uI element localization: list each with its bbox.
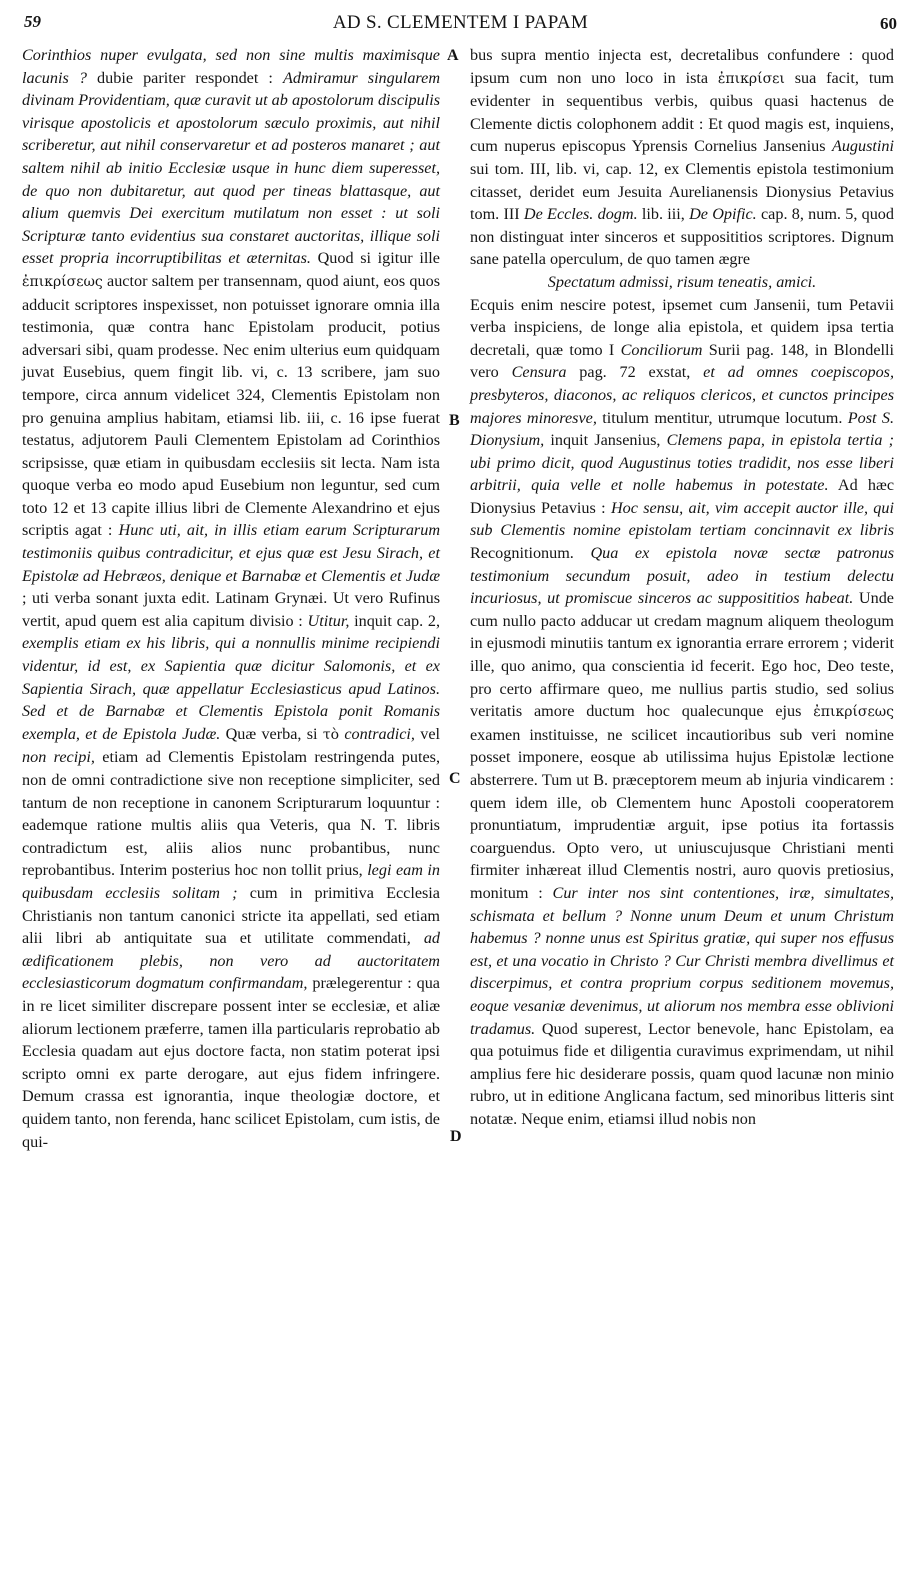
greek-word: ἐπικρίσεως [22,273,103,290]
text-italic: Hunc uti, ait, in illis etiam earum Scripturarum testimoniis quibus contradicitur, et ejus quæ est Jesu Sirach, et Epistolæ ad Hebræos, denique et Barnabæ et Clementis et Judæ [22,521,441,585]
text-italic: Clemens papa, in epistola tertia ; ubi primo dicit, quod Augustinus toties tradidit, nos esse liberi arbitrii, quia velle et nolle habemus in potestate. [470,431,894,495]
text-italic: Corinthios nuper evulgata, sed non sine multis maximisque lacunis ? [22,46,440,87]
margin-marker-a: A [447,47,459,64]
text-run: vel [414,724,441,743]
left-column [22,44,440,1564]
margin-marker-b: B [449,412,460,429]
text-italic: ad ædificationem plebis, non vero ad auctoritatem ecclesiasticorum dogmatum confirmandam, [22,929,440,993]
greek-word: τὸ [322,726,340,743]
text-run: examen instituisse, ne scilicet incautioribus sub veri nomine posset imponere, eosque ab utilissima hujus Epistolæ lectione absterrere. Tum ut B. præceptorem meum ab injuria vindicarem : quem idem ille, ob Clementem hunc Apostoli cooperatorem pronuntiatum, imprudentiæ arguit, ipse potius ita fortassis coarguendus. Opto vero, ut uniuscujusque Christiani menti firmiter inhæreat illud Clementis nostri, auro quovis pretiosius, monitum : [470,725,894,902]
text-run: sui tom. III, lib. vi, cap. 12, ex Clementis epistola testimonium citasset, deridet eum Jesuita Aurelianensis Dionysius Petavius tom. III [470,159,894,224]
text-run: bus supra mentio injecta est, decretalibus confundere : quod ipsum cum non uno loco in ista [470,46,894,87]
page-number-right: 60 [880,14,897,33]
text-run: dubie pariter respondet : [86,68,284,87]
margin-marker-c: C [449,770,461,787]
text-run: etiam ad Clementis Epistolam restringenda putes, non de omni contradictione sive non receptione simpliciter, sed tantum de non receptione in canonem Scripturarum loquuntur : eademque ratione multis aliis qua Veteris, qua N. T. libris contradictum est, aliis alios nunc probantibus, nunc reprobantibus. Interim posterius hoc non tollit prius, [22,748,440,880]
verse-quote: Spectatum admissi, risum teneatis, amici. [547,272,817,291]
text-run: Recognitionum. [470,544,591,563]
text-italic: non recipi, [22,748,95,767]
text-italic: Censura [511,363,567,382]
text-italic: Qua ex epistola novæ sectæ patronus testimonium secundum posuit, adeo in testium delectu incuriosus, ut promiscue sinceros ac supposititios habeat. [470,544,894,608]
text-italic: contradici, [339,724,415,743]
text-italic: De Eccles. dogm. [523,205,638,224]
text-run: lib. iii, [637,205,690,224]
text-italic: Augustini [831,137,894,156]
text-run: Ad hæc Dionysius Petavius : [470,476,894,517]
text-italic: et ad omnes coepiscopos, presbyteros, diaconos, ac reliquos clericos, et cunctos principes majores minoresve, [470,363,895,427]
text-italic: Post S. Dionysium, [470,408,894,450]
text-run: inquit cap. 2, [349,611,440,630]
greek-word: ἐπικρίσεως [813,704,894,721]
left-paragraph [22,44,440,1153]
page-header [24,8,897,38]
text-italic: Conciliorum [620,340,703,359]
text-run: auctor saltem per transennam, quod aiunt, eos quos adducit scriptores inspexisset, non potuisset ignorare omnia illa testimonia, quæ contra hanc Epistolam producit, potius adversari sibi, quam prodesse. Nec enim ulterius eum quidquam juvat Eusebius, quem fingit lib. vi, c. 13 scribere, jam suo tempore, circa annum videlicet 324, Clementis Epistolam non pro genuina amplius habitam, etiamsi lib. iii, c. 16 ipse fuerat testatus, adjutorem Pauli Clementem Epistolam ad Corinthios scripsisse, quæ etiam in quibusdam ecclesiis sit lecta. Nam ista quoque verba eo modo apud Eusebium non leguntur, sed cum toto 12 et 13 capite illius libri de Clemente Alexandrino et ejus scriptis agat : [22,271,440,540]
margin-marker-d: D [450,1128,462,1145]
page-number-left: 59 [24,12,41,31]
text-run: ; uti verba sonant juxta edit. Latinam Grynæi. Ut vero Rufinus vertit, apud quem est alia capitum divisio : [22,589,440,630]
text-run: Quod superest, Lector benevole, hanc Epistolam, ea qua potuimus fide et diligentia curavimus exprimendam, ut nihil amplius fere hic desiderare possis, quam quod lacunæ non minio rubro, ut in editione Anglicana factum, sed minoribus litteris sint notatæ. Neque enim, etiamsi illud nobis non [470,1019,894,1128]
running-title: AD S. CLEMENTEM I PAPAM [332,12,589,33]
text-run: Unde cum nullo pacto adducar ut credam magnum aliquem theologum in ejusmodi minutiis tantum ex ignorantia errare errorem ; viderit ille, quo animo, qua conscientia id fecerit. Ego hoc, Deo teste, pro certo affirmare queo, me nullius partis studio, sed solius veritatis amore ductum hoc qualecunque ejus [470,589,894,721]
text-run: Quod si igitur ille [310,249,440,268]
text-italic: Utitur, [307,611,350,630]
text-italic: Hoc sensu, ait, vim accepit auctor ille, qui sub Clementis nomine epistolam tertiam concinnavit ex libris [470,498,894,540]
text-run: pag. 72 exstat, [566,363,704,382]
text-italic: exemplis etiam ex his libris, qui a nonnullis minime recipiendi videntur, id est, ex Sapientia quæ dicitur Salomonis, et ex Sapientia Sirach, quæ appellatur Ecclesiasticus apud Latinos. Sed et de Barnabæ et Clementis Epistola ponit Romanis exempla, et de Epistola Judæ. [22,634,440,743]
text-run: Ecquis enim nescire potest, ipsemet cum Jansenii, tum Petavii verba inspiciens, de longe alia epistola, et quidem ipsa tertia decretali, quæ tomo I [470,295,894,359]
text-run: cap. 8, num. 5, quod non distinguat inter sinceros et supposititios scriptores. Dignum sane patella operculum, de quo tamen ægre [470,205,894,269]
right-column [470,44,894,1564]
text-run: Quæ verba, si [220,724,323,743]
text-run: inquit Jansenius, [544,431,667,450]
text-italic: Cur inter nos sint contentiones, iræ, simultates, schismata et bellum ? Nonne unum Deum et unum Christum habemus ? nonne unus est Spiritus gratiæ, qui super nos effusus est, et una vocatio in Christo ? Cur Christi membra divellimus et discerpimus, et contra proprium corpus seditionem movemus, eoque vesaniæ devenimus, ut aliorum nos membra esse oblivioni tradamus. [470,883,894,1038]
text-run: cum in primitiva Ecclesia Christianis non tantum canonici stricte ita appellati, sed etiam alii libri ab antiquitate sua et utilitate commendati, [22,883,440,948]
text-run: Surii pag. 148, in Blondelli vero [470,340,895,382]
text-run: titulum mentitur, utrumque locutum. [596,408,848,427]
text-italic: legi eam in quibusdam ecclesiis solitam ; [22,861,440,902]
text-run: prælegerentur : qua in re licet similiter discrepare possent inter se ecclesiæ, et aliæ aliorum lectionem præferre, tamen illa particularis reprobatio ab Ecclesia quadam aut ejus doctore facta, non statim poterat ipsi scripto omni ex parte derogare, aut ejus fidem infringere. Demum crassa est ignorantia, inque theologiæ doctore, et quidem tanto, non ferenda, hanc scilicet Epistolam, cum istis, de qui- [22,974,440,1151]
greek-word: ἐπικρίσει [717,70,785,87]
text-italic: Admiramur singularem divinam Providentiam, quæ curavit ut ab apostolorum discipulis virisque apostolicis et apostolorum sæculo proximis, aut nihil scriberetur, aut nihil conservaretur et ad posteros manaret ; aut saltem nihil ab initio Ecclesiæ usque in hunc diem superesset, de quo non dubitaretur, aut quod per tineas blattasque, aut alium quemvis Dei exercitum mutilatum non esset : ut soli Scripturæ tanto evidentius sua constaret auctoritas, illique soli esset propria incorruptibilitas et æternitas. [22,68,441,268]
text-run: sua facit, tum evidenter in sequentibus verbis, quibus quasi hactenus de Clemente dictis colophonem addit : Et quod magis est, inquiens, cum nuperus episcopus Yprensis Cornelius Jansenius [470,68,895,156]
right-paragraph [470,294,894,1131]
right-paragraph [470,44,894,271]
text-italic: De Opific. [689,205,757,224]
